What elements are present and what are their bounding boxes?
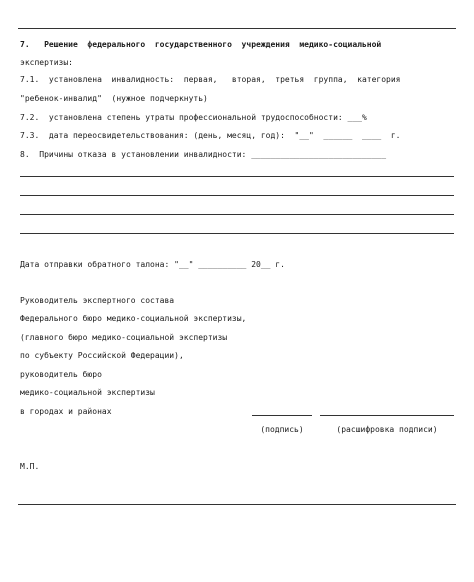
signature-caption: (подпись) <box>260 425 304 434</box>
return-slip-date: Дата отправки обратного талона: "__" __________ 20__ г. <box>20 260 285 269</box>
decoding-caption: (расшифровка подписи) <box>336 425 438 434</box>
signatory-line-4: по субъекту Российской Федерации), <box>20 351 184 360</box>
item-7-heading: 7. Решение федерального государственного учреждения медико-социальной <box>20 40 382 49</box>
top-divider <box>18 28 456 29</box>
item-7-2-work-capacity-loss: 7.2. установлена степень утраты профессиональной трудоспособности: ___% <box>20 113 367 122</box>
item-7-3-reexamination-date: 7.3. дата переосвидетельствования: (день, месяц, год): "__" ______ ____ г. <box>20 131 401 140</box>
blank-line-1 <box>20 176 454 177</box>
item-7-1-disability-group-cont: "ребенок-инвалид" (нужное подчеркнуть) <box>20 94 208 103</box>
signatory-line-5: руководитель бюро <box>20 370 102 379</box>
item-7-heading-cont: экспертизы: <box>20 58 73 67</box>
stamp-place: М.П. <box>20 462 40 471</box>
signatory-line-1: Руководитель экспертного состава <box>20 296 175 305</box>
blank-line-3 <box>20 214 454 215</box>
item-7-1-disability-group: 7.1. установлена инвалидность: первая, вторая, третья группа, категория <box>20 75 401 84</box>
signatory-line-3: (главного бюро медико-социальной экспертизы <box>20 333 228 342</box>
bottom-divider <box>18 504 456 505</box>
signature-line <box>252 415 312 416</box>
signatory-line-6: медико-социальной экспертизы <box>20 388 155 397</box>
decoding-line <box>320 415 454 416</box>
blank-line-4 <box>20 233 454 234</box>
signatory-line-2: Федерального бюро медико-социальной экспертизы, <box>20 314 247 323</box>
signatory-line-7: в городах и районах <box>20 407 112 416</box>
blank-line-2 <box>20 195 454 196</box>
item-8-refusal-reasons: 8. Причины отказа в установлении инвалидности: ____________________________ <box>20 150 387 159</box>
